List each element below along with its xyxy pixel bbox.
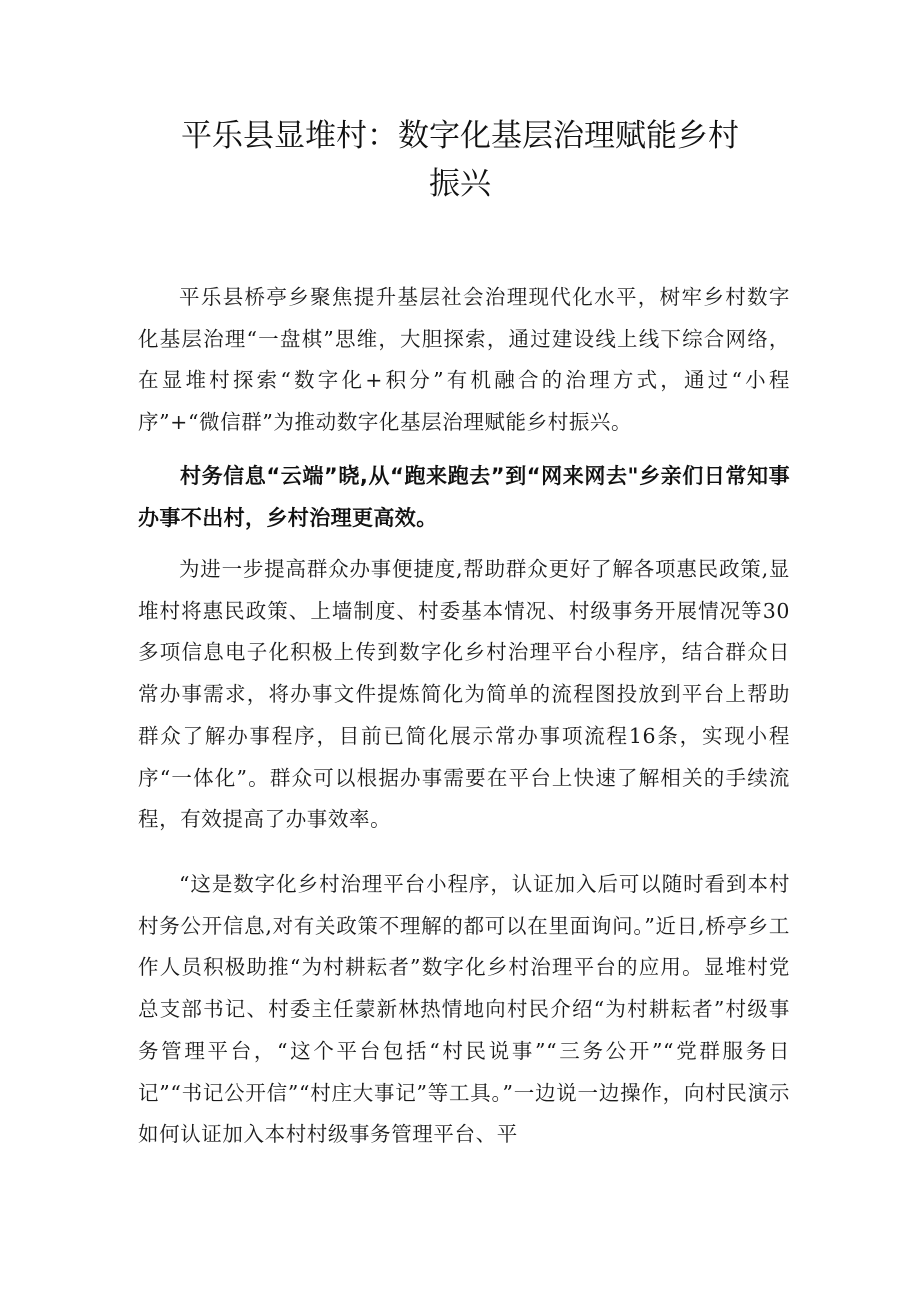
title-line-1: 平乐县显堆村：数字化基层治理赋能乡村: [181, 118, 739, 154]
body-paragraph-platform: 为进一步提高群众办事便捷度,帮助群众更好了解各项惠民政策,显堆村将惠民政策、上墙制度、村委基本情况、村级事务开展情况等30多项信息电子化积极上传到数字化乡村治理平台小程序，结合群众日常办事需求，将办事文件提炼简化为简单的流程图投放到平台上帮助群众了解办事程序，目前已简化展示常办事项流程16条，实现小程序“一体化”。群众可以根据办事需要在平台上快速了解相关的手续流程，有效提高了办事效率。: [138, 557, 790, 832]
title-line-2: 振兴: [429, 166, 491, 202]
body-paragraph-quote: “这是数字化乡村治理平台小程序，认证加入后可以随时看到本村村务公开信息,对有关政策不理解的都可以在里面询问。”近日,桥亭乡工作人员积极助推“为村耕耘者”数字化乡村治理平台的应用。显堆村党总支部书记、村委主任蒙新林热情地向村民介绍“为村耕耘者”村级事务管理平台，“这个平台包括“村民说事”“三务公开”“党群服务日记”“书记公开信”“村庄大事记”等工具。”一边说一边操作，向村民演示如何认证加入本村村级事务管理平台、平: [138, 872, 790, 1147]
document-title: [150, 112, 770, 208]
intro-paragraph: 平乐县桥亭乡聚焦提升基层社会治理现代化水平，树牢乡村数字化基层治理“一盘棋”思维，大胆探索，通过建设线上线下综合网络，在显堆村探索“数字化+积分”有机融合的治理方式，通过“小程序”+“微信群”为推动数字化基层治理赋能乡村振兴。: [138, 285, 790, 435]
section-heading: 村务信息“云端”晓,从“跑来跑去”到“网来网去"乡亲们日常知事办事不出村，乡村治理更高效。: [138, 464, 790, 530]
